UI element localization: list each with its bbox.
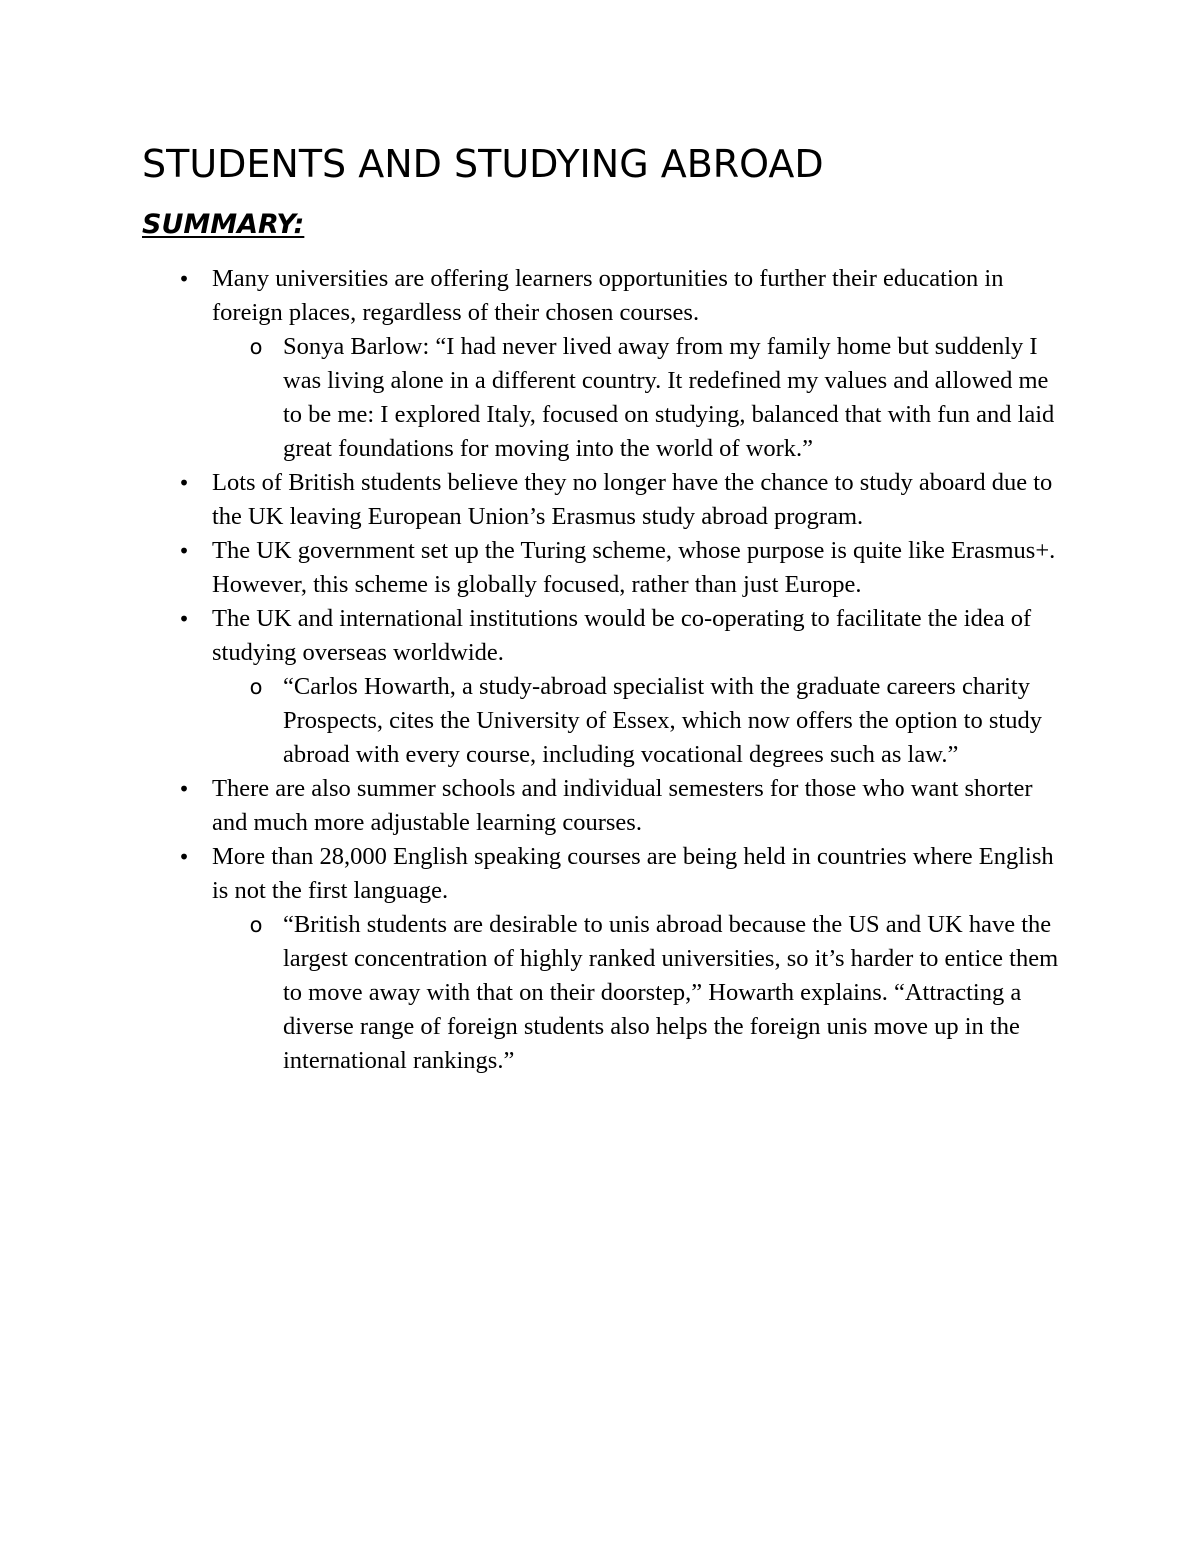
summary-item (178, 262, 1072, 466)
bullet-dot-icon: • (178, 607, 190, 631)
quote-text: Sonya Barlow: “I had never lived away from my family home but suddenly I was living alone in a different country. It redefined my values and allowed me to be me: I explored Italy, focused on studying, balanced that with fun and laid great foundations for moving into the world of work.” (283, 333, 1055, 462)
hollow-circle-bullet-icon: o (249, 913, 263, 937)
quote-item (249, 908, 1072, 1078)
summary-heading: SUMMARY: (142, 209, 305, 240)
summary-item (178, 534, 1072, 602)
summary-item-text: More than 28,000 English speaking courses are being held in countries where English is not the first language. (212, 843, 1054, 904)
quote-text: “Carlos Howarth, a study-abroad specialist with the graduate careers charity Prospects, cites the University of Essex, which now offers the option to study abroad with every course, including vocational degrees such as law.” (283, 673, 1042, 768)
sub-list (212, 670, 1072, 772)
quote-text: “British students are desirable to unis abroad because the US and UK have the largest concentration of highly ranked universities, so it’s harder to entice them to move away with that on their doorstep,” Howarth explains. “Attracting a diverse range of foreign students also helps the foreign unis move up in the international rankings.” (283, 911, 1059, 1074)
summary-item-text: Many universities are offering learners opportunities to further their education in foreign places, regardless of their chosen courses. (212, 265, 1004, 326)
summary-item (178, 602, 1072, 772)
sub-list (212, 908, 1072, 1078)
summary-item-text: Lots of British students believe they no longer have the chance to study aboard due to the UK leaving European Union’s Erasmus study abroad program. (212, 469, 1053, 530)
quote-item (249, 330, 1072, 466)
summary-item-text: There are also summer schools and individual semesters for those who want shorter and much more adjustable learning courses. (212, 775, 1033, 836)
hollow-circle-bullet-icon: o (249, 335, 263, 359)
summary-item-text: The UK and international institutions would be co-operating to facilitate the idea of studying overseas worldwide. (212, 605, 1032, 666)
hollow-circle-bullet-icon: o (249, 675, 263, 699)
summary-item-text: The UK government set up the Turing scheme, whose purpose is quite like Erasmus+. However, this scheme is globally focused, rather than just Europe. (212, 537, 1056, 598)
bullet-dot-icon: • (178, 267, 190, 291)
summary-list (178, 262, 1072, 1078)
bullet-dot-icon: • (178, 539, 190, 563)
sub-list (212, 330, 1072, 466)
bullet-dot-icon: • (178, 777, 190, 801)
summary-item (178, 840, 1072, 1078)
bullet-dot-icon: • (178, 845, 190, 869)
bullet-dot-icon: • (178, 471, 190, 495)
summary-item (178, 772, 1072, 840)
document-title: STUDENTS AND STUDYING ABROAD (142, 142, 824, 186)
summary-item (178, 466, 1072, 534)
quote-item (249, 670, 1072, 772)
